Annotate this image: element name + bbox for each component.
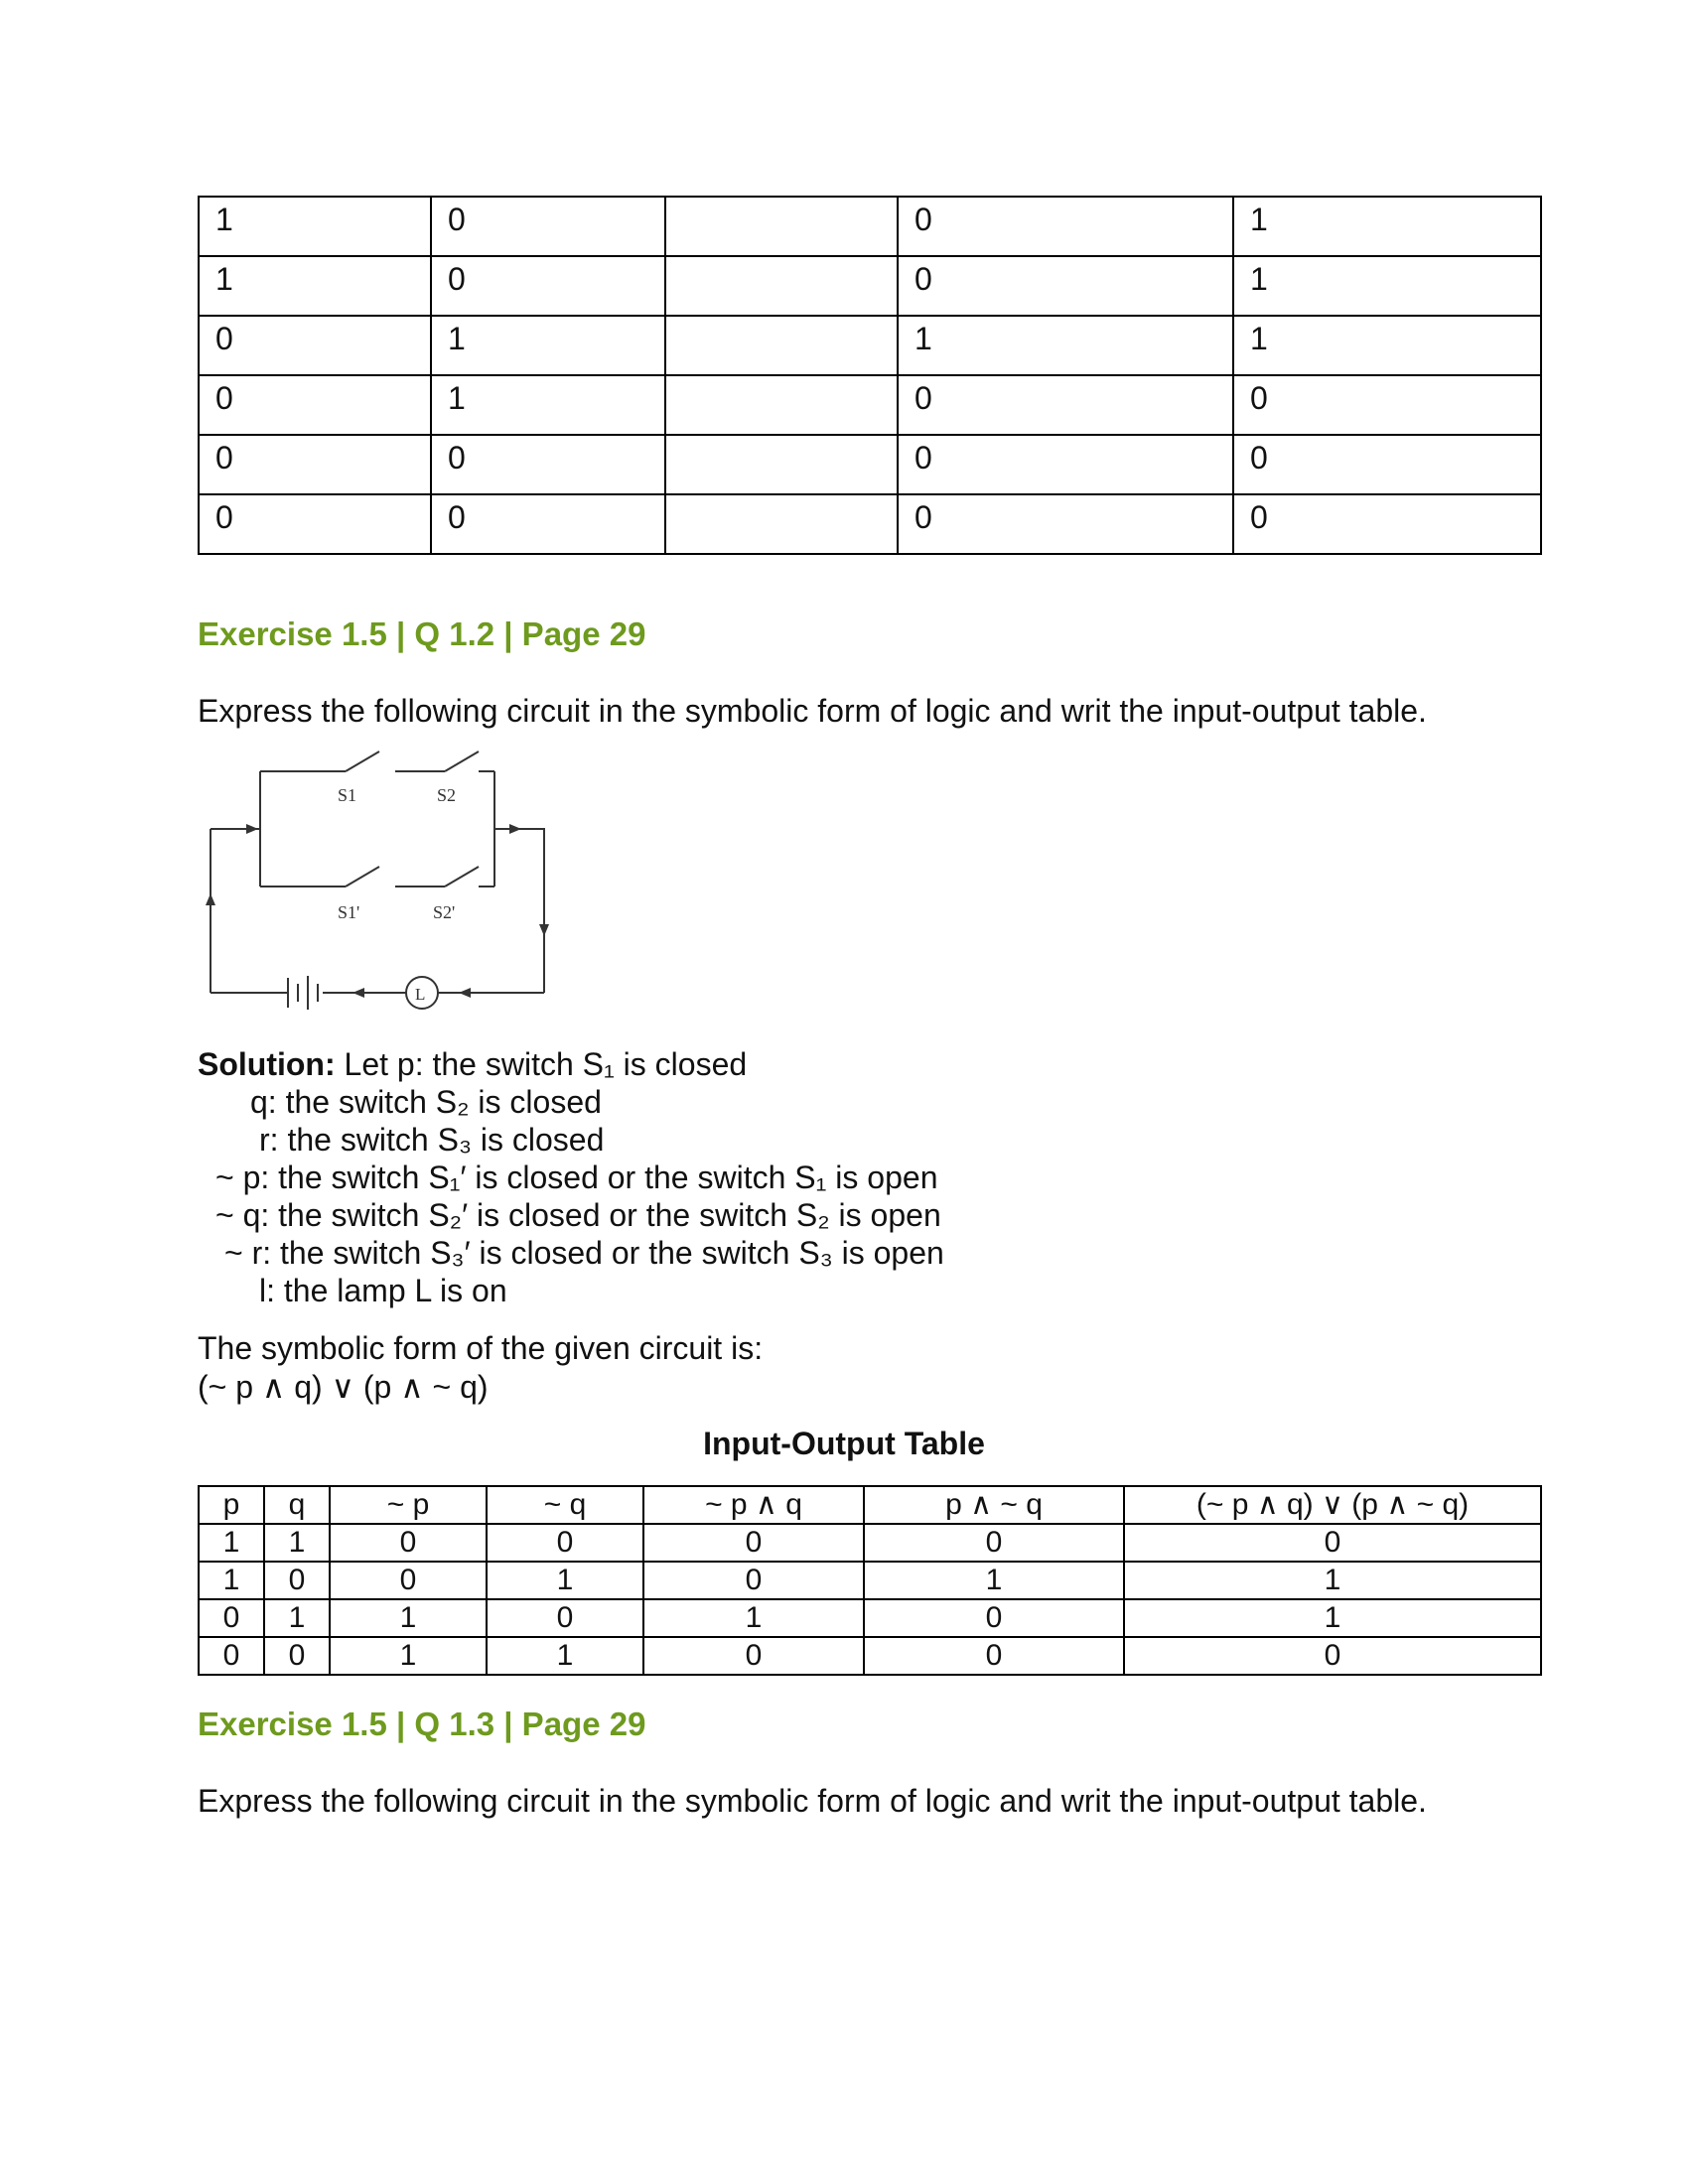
table-row — [199, 256, 1541, 316]
table-cell — [665, 197, 898, 256]
column-header: ~ q — [487, 1486, 643, 1524]
table-cell: 0 — [431, 197, 665, 256]
lamp-label: L — [415, 985, 426, 1004]
table-cell: 0 — [898, 375, 1233, 435]
table-cell: 0 — [431, 494, 665, 554]
table-cell: 0 — [264, 1562, 330, 1599]
column-header: ~ p ∧ q — [643, 1486, 864, 1524]
symbolic-form: (~ p ∧ q) ∨ (p ∧ ~ q) — [198, 1369, 489, 1405]
exercise-heading: Exercise 1.5 | Q 1.3 | Page 29 — [198, 1706, 646, 1742]
solution-line: q: the switch S₂ is closed — [250, 1084, 602, 1120]
switch-label: S1' — [338, 902, 360, 922]
table-row — [199, 435, 1541, 494]
table-cell: 1 — [643, 1599, 864, 1637]
table-cell: 1 — [199, 1562, 264, 1599]
table-title: Input-Output Table — [703, 1426, 985, 1461]
table-cell: 1 — [431, 316, 665, 375]
table-row — [199, 1524, 1541, 1562]
table-cell: 0 — [898, 256, 1233, 316]
table-cell: 0 — [1124, 1637, 1541, 1675]
table-cell: 0 — [264, 1637, 330, 1675]
table-cell: 0 — [864, 1637, 1124, 1675]
table-cell — [665, 316, 898, 375]
table-cell: 1 — [487, 1562, 643, 1599]
table-cell: 0 — [898, 494, 1233, 554]
switch-label: S1 — [338, 785, 357, 805]
table-cell: 0 — [487, 1524, 643, 1562]
table-cell: 1 — [330, 1637, 487, 1675]
table-cell: 0 — [643, 1524, 864, 1562]
table-row — [199, 1599, 1541, 1637]
switch-label: S2' — [433, 902, 456, 922]
table-cell: 0 — [1124, 1524, 1541, 1562]
table-row — [199, 316, 1541, 375]
table-cell: 1 — [1233, 316, 1541, 375]
table-cell: 0 — [330, 1562, 487, 1599]
table-cell: 1 — [487, 1637, 643, 1675]
table-cell: 0 — [199, 316, 431, 375]
symbolic-intro: The symbolic form of the given circuit is: — [198, 1330, 764, 1366]
table-cell: 0 — [898, 435, 1233, 494]
column-header: p ∧ ~ q — [864, 1486, 1124, 1524]
column-header: p — [199, 1486, 264, 1524]
exercise-heading: Exercise 1.5 | Q 1.2 | Page 29 — [198, 615, 646, 652]
column-header: ~ p — [330, 1486, 487, 1524]
table-cell: 0 — [199, 494, 431, 554]
question-text: Express the following circuit in the symbolic form of logic and writ the input-output table. — [198, 693, 1427, 729]
table-cell: 0 — [199, 375, 431, 435]
solution-line: ~ q: the switch S₂′ is closed or the switch S₂ is open — [215, 1197, 941, 1233]
solution-line: r: the switch S₃ is closed — [259, 1122, 605, 1158]
table-cell: 0 — [864, 1524, 1124, 1562]
table-cell: 1 — [264, 1524, 330, 1562]
top-truth-table — [198, 196, 1542, 555]
table-cell: 1 — [1233, 256, 1541, 316]
solution-text: Let p: the switch S₁ is closed — [344, 1046, 748, 1082]
column-header: q — [264, 1486, 330, 1524]
table-cell: 1 — [199, 1524, 264, 1562]
solution-label: Solution: — [198, 1046, 336, 1082]
table-cell: 1 — [264, 1599, 330, 1637]
solution-line — [198, 1046, 747, 1083]
solution-line: ~ p: the switch S₁′ is closed or the switch S₁ is open — [215, 1160, 938, 1195]
table-cell: 0 — [1233, 494, 1541, 554]
circuit-diagram — [199, 740, 556, 1018]
table-cell — [665, 375, 898, 435]
table-cell: 1 — [1233, 197, 1541, 256]
table-cell: 1 — [199, 197, 431, 256]
table-cell: 0 — [643, 1637, 864, 1675]
switch-label: S2 — [437, 785, 457, 805]
table-cell: 0 — [1233, 375, 1541, 435]
input-output-table — [198, 1485, 1542, 1676]
table-cell: 0 — [864, 1599, 1124, 1637]
table-cell: 1 — [864, 1562, 1124, 1599]
table-cell: 0 — [199, 435, 431, 494]
table-cell: 0 — [330, 1524, 487, 1562]
table-cell: 0 — [643, 1562, 864, 1599]
table-cell: 0 — [199, 1637, 264, 1675]
question-text: Express the following circuit in the symbolic form of logic and writ the input-output table. — [198, 1783, 1427, 1819]
table-header-row — [199, 1486, 1541, 1524]
table-cell: 0 — [431, 435, 665, 494]
table-row — [199, 1637, 1541, 1675]
table-row — [199, 197, 1541, 256]
table-cell: 1 — [1124, 1599, 1541, 1637]
table-cell: 0 — [199, 1599, 264, 1637]
table-cell: 1 — [431, 375, 665, 435]
table-cell: 0 — [1233, 435, 1541, 494]
table-cell — [665, 494, 898, 554]
table-cell — [665, 435, 898, 494]
column-header: (~ p ∧ q) ∨ (p ∧ ~ q) — [1124, 1486, 1541, 1524]
table-row — [199, 1562, 1541, 1599]
table-cell: 0 — [487, 1599, 643, 1637]
table-cell — [665, 256, 898, 316]
table-cell: 1 — [1124, 1562, 1541, 1599]
solution-line: l: the lamp L is on — [259, 1273, 507, 1308]
table-row — [199, 494, 1541, 554]
solution-line: ~ r: the switch S₃′ is closed or the switch S₃ is open — [224, 1235, 944, 1271]
table-cell: 0 — [431, 256, 665, 316]
table-row — [199, 375, 1541, 435]
table-cell: 1 — [199, 256, 431, 316]
table-cell: 1 — [898, 316, 1233, 375]
table-cell: 0 — [898, 197, 1233, 256]
table-cell: 1 — [330, 1599, 487, 1637]
